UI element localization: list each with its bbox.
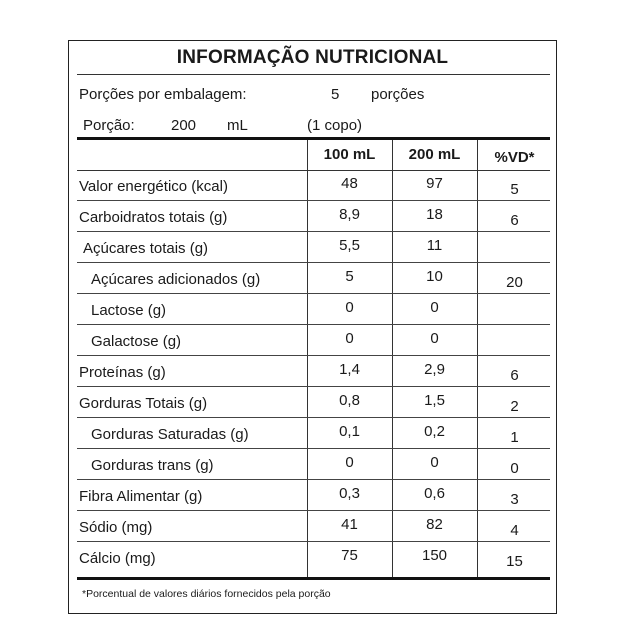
- value-per-200ml: 97: [426, 175, 443, 192]
- value-per-100ml: 0,8: [339, 392, 360, 409]
- value-per-200ml: 10: [426, 268, 443, 285]
- value-per-200ml: 2,9: [424, 361, 445, 378]
- value-per-100ml: 5,5: [339, 237, 360, 254]
- value-per-200ml: 0,2: [424, 423, 445, 440]
- nutrient-row: [77, 387, 550, 418]
- nutrient-row: [77, 449, 550, 480]
- value-per-100ml: 1,4: [339, 361, 360, 378]
- value-per-200ml: 82: [426, 516, 443, 533]
- nutrient-row: [77, 201, 550, 232]
- value-per-200ml: 150: [421, 547, 448, 564]
- nutrient-name: Cálcio (mg): [79, 550, 156, 567]
- servings-per-package-label: Porções por embalagem:: [79, 86, 247, 103]
- value-per-100ml: 0: [345, 454, 354, 471]
- nutrient-name: Carboidratos totais (g): [79, 209, 228, 226]
- daily-value-percent: 6: [510, 367, 519, 384]
- nutrient-name: Fibra Alimentar (g): [79, 488, 203, 505]
- value-per-200ml: 0: [430, 299, 439, 316]
- value-per-100ml: 8,9: [339, 206, 360, 223]
- value-per-100ml: 0,3: [339, 485, 360, 502]
- nutrient-row: [77, 325, 550, 356]
- header-thick-rule: [77, 137, 550, 140]
- daily-value-percent: 0: [510, 460, 519, 477]
- value-per-200ml: 0: [430, 454, 439, 471]
- bottom-thick-rule: [77, 577, 550, 580]
- value-per-100ml: 75: [341, 547, 358, 564]
- nutrient-row: [77, 542, 550, 573]
- nutrient-name: Açúcares totais (g): [83, 240, 209, 257]
- label-title: INFORMAÇÃO NUTRICIONAL: [176, 47, 449, 68]
- serving-label: Porção:: [83, 117, 135, 134]
- serving-description: (1 copo): [307, 117, 363, 134]
- daily-value-percent: 3: [510, 491, 519, 508]
- nutrient-row: [77, 170, 550, 201]
- nutrient-name: Açúcares adicionados (g): [91, 271, 261, 288]
- servings-per-package-value: 5: [331, 86, 340, 103]
- title-rule: [77, 74, 550, 75]
- footnote: *Porcentual de valores diários fornecidos pela porção: [82, 588, 331, 600]
- nutrient-row: [77, 263, 550, 294]
- value-per-100ml: 41: [341, 516, 358, 533]
- nutrient-row: [77, 232, 550, 263]
- value-per-200ml: 0: [430, 330, 439, 347]
- nutrient-row: [77, 356, 550, 387]
- value-per-200ml: 18: [426, 206, 443, 223]
- value-per-100ml: 0: [345, 299, 354, 316]
- servings-per-package-unit: porções: [371, 86, 425, 103]
- column-header-100ml: 100 mL: [323, 146, 376, 163]
- column-header-daily-value: %VD*: [494, 149, 535, 166]
- value-per-100ml: 5: [345, 268, 354, 285]
- nutrient-row: [77, 294, 550, 325]
- serving-value: 200: [171, 117, 197, 134]
- column-header-200ml: 200 mL: [408, 146, 461, 163]
- value-per-100ml: 48: [341, 175, 358, 192]
- daily-value-percent: 4: [510, 522, 519, 539]
- nutrient-name: Gorduras Saturadas (g): [91, 426, 249, 443]
- daily-value-percent: 2: [510, 398, 519, 415]
- daily-value-percent: 6: [510, 212, 519, 229]
- nutrient-row: [77, 511, 550, 542]
- nutrient-name: Lactose (g): [91, 302, 167, 319]
- nutrient-row: [77, 418, 550, 449]
- nutrient-name: Galactose (g): [91, 333, 182, 350]
- serving-unit: mL: [227, 117, 248, 134]
- nutrient-name: Proteínas (g): [79, 364, 166, 381]
- value-per-200ml: 0,6: [424, 485, 445, 502]
- value-per-100ml: 0,1: [339, 423, 360, 440]
- nutrition-facts-label: [68, 40, 557, 614]
- nutrient-name: Gorduras trans (g): [91, 457, 214, 474]
- daily-value-percent: 1: [510, 429, 519, 446]
- nutrient-row: [77, 480, 550, 511]
- value-per-100ml: 0: [345, 330, 354, 347]
- nutrient-name: Valor energético (kcal): [79, 178, 228, 195]
- nutrient-name: Gorduras Totais (g): [79, 395, 208, 412]
- value-per-200ml: 1,5: [424, 392, 445, 409]
- nutrient-name: Sódio (mg): [79, 519, 153, 536]
- daily-value-percent: 15: [506, 553, 523, 570]
- daily-value-percent: 5: [510, 181, 519, 198]
- value-per-200ml: 11: [426, 237, 443, 254]
- daily-value-percent: 20: [506, 274, 523, 291]
